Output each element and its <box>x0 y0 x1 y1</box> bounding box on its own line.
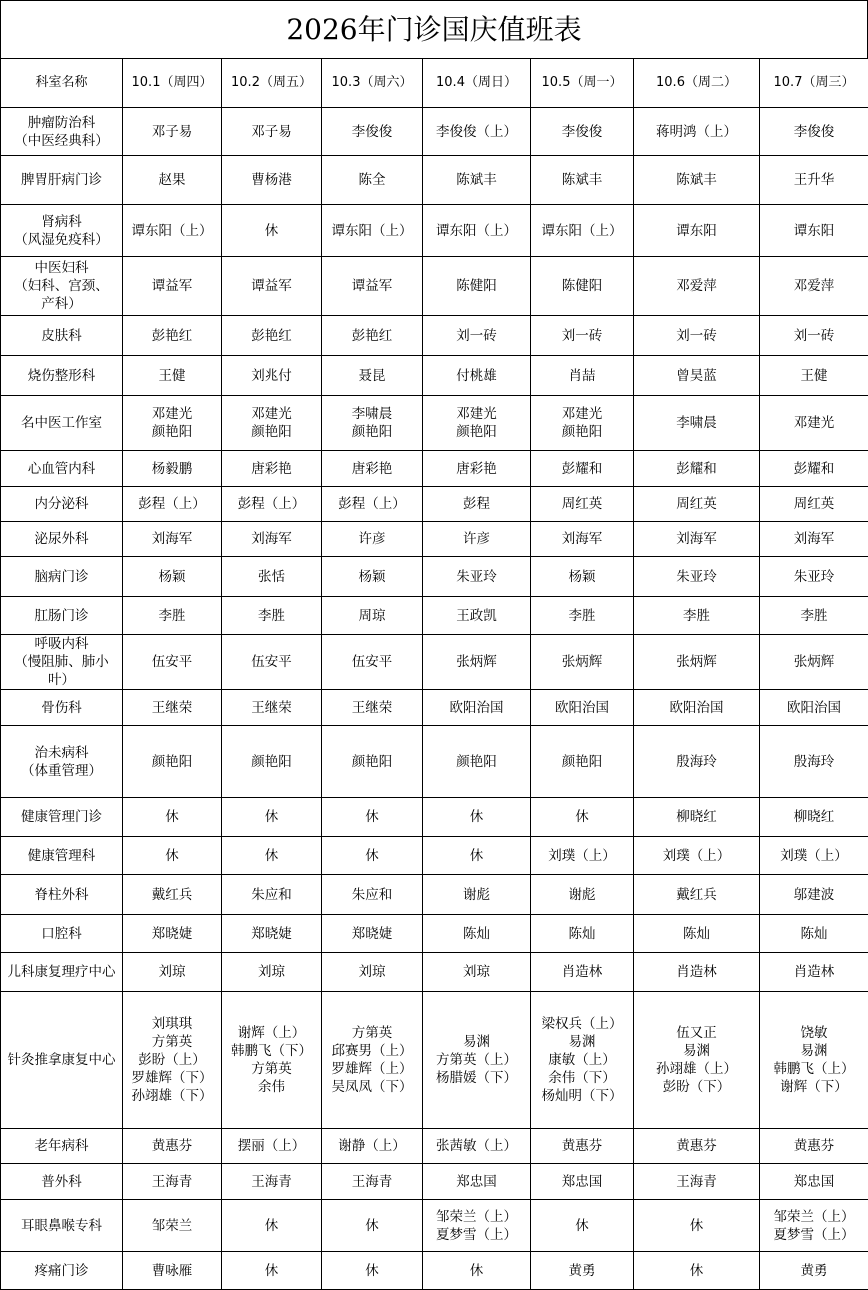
duty-cell: 张炳辉 <box>634 635 760 690</box>
duty-cell: 伍安平 <box>123 635 222 690</box>
duty-cell: 休 <box>634 1200 760 1252</box>
duty-cell: 郑忠国 <box>423 1164 531 1200</box>
duty-cell: 陈灿 <box>760 915 868 953</box>
duty-cell: 郑晓婕 <box>322 915 423 953</box>
duty-cell: 谭益军 <box>222 257 322 316</box>
header-row <box>1 59 868 108</box>
duty-cell: 彭耀和 <box>531 451 634 487</box>
table-row <box>1 451 868 487</box>
column-header: 10.3（周六） <box>322 59 423 108</box>
duty-cell: 王政凯 <box>423 597 531 635</box>
duty-cell: 休 <box>322 1252 423 1290</box>
duty-cell: 梁权兵（上） 易渊 康敏（上） 余伟（下） 杨灿明（下） <box>531 992 634 1129</box>
duty-cell: 朱亚玲 <box>634 557 760 597</box>
duty-cell: 休 <box>322 837 423 875</box>
department-name: 骨伤科 <box>1 690 123 726</box>
duty-cell: 郑晓婕 <box>222 915 322 953</box>
duty-cell: 陈斌丰 <box>634 156 760 205</box>
duty-cell: 张炳辉 <box>531 635 634 690</box>
duty-cell: 聂昆 <box>322 356 423 396</box>
duty-cell: 陈灿 <box>634 915 760 953</box>
duty-cell: 彭耀和 <box>760 451 868 487</box>
sheet-title: 2026年门诊国庆值班表 <box>0 0 868 58</box>
duty-cell: 刘璞（上） <box>760 837 868 875</box>
table-row <box>1 356 868 396</box>
duty-cell: 李胜 <box>531 597 634 635</box>
duty-cell: 李啸晨 <box>634 396 760 451</box>
duty-cell: 杨颖 <box>531 557 634 597</box>
duty-cell: 李俊俊 <box>531 108 634 156</box>
duty-cell: 王健 <box>760 356 868 396</box>
duty-cell: 彭程 <box>423 487 531 522</box>
duty-cell: 饶敏 易渊 韩鹏飞（上） 谢辉（下） <box>760 992 868 1129</box>
duty-cell: 陈灿 <box>423 915 531 953</box>
duty-cell: 刘一砖 <box>531 316 634 356</box>
duty-cell: 刘璞（上） <box>634 837 760 875</box>
duty-cell: 邓建光 颜艳阳 <box>531 396 634 451</box>
department-name: 治未病科 （体重管理） <box>1 726 123 798</box>
duty-cell: 彭艳红 <box>222 316 322 356</box>
duty-cell: 邹荣兰 <box>123 1200 222 1252</box>
duty-cell: 王继荣 <box>222 690 322 726</box>
duty-cell: 刘兆付 <box>222 356 322 396</box>
duty-cell: 张炳辉 <box>760 635 868 690</box>
duty-cell: 谭东阳 <box>760 205 868 257</box>
duty-cell: 颜艳阳 <box>222 726 322 798</box>
table-row <box>1 1200 868 1252</box>
table-row <box>1 487 868 522</box>
duty-cell: 赵果 <box>123 156 222 205</box>
duty-cell: 休 <box>222 205 322 257</box>
duty-cell: 王继荣 <box>123 690 222 726</box>
duty-cell: 许彦 <box>322 522 423 557</box>
duty-cell: 刘琪琪 方第英 彭盼（上） 罗雄辉（下） 孙翊雄（下） <box>123 992 222 1129</box>
table-row <box>1 915 868 953</box>
duty-cell: 休 <box>222 798 322 837</box>
duty-cell: 邓子易 <box>222 108 322 156</box>
duty-cell: 蒋明鸿（上） <box>634 108 760 156</box>
duty-cell: 刘海军 <box>531 522 634 557</box>
column-header: 10.7（周三） <box>760 59 868 108</box>
duty-cell: 唐彩艳 <box>322 451 423 487</box>
duty-cell: 李俊俊 <box>760 108 868 156</box>
duty-cell: 唐彩艳 <box>222 451 322 487</box>
duty-cell: 休 <box>531 1200 634 1252</box>
department-name: 肛肠门诊 <box>1 597 123 635</box>
duty-cell: 欧阳治国 <box>760 690 868 726</box>
table-row <box>1 257 868 316</box>
duty-cell: 彭艳红 <box>322 316 423 356</box>
duty-cell: 彭程（上） <box>222 487 322 522</box>
duty-cell: 邓建光 <box>760 396 868 451</box>
department-name: 肿瘤防治科 （中医经典科） <box>1 108 123 156</box>
duty-cell: 邓爱萍 <box>760 257 868 316</box>
duty-cell: 陈健阳 <box>423 257 531 316</box>
duty-cell: 刘琼 <box>222 953 322 992</box>
duty-cell: 李胜 <box>634 597 760 635</box>
department-name: 内分泌科 <box>1 487 123 522</box>
duty-cell: 刘琼 <box>123 953 222 992</box>
department-name: 健康管理门诊 <box>1 798 123 837</box>
department-name: 呼吸内科 （慢阻肺、肺小 叶） <box>1 635 123 690</box>
duty-cell: 邓子易 <box>123 108 222 156</box>
duty-cell: 邬建波 <box>760 875 868 915</box>
duty-cell: 王升华 <box>760 156 868 205</box>
duty-cell: 王海青 <box>634 1164 760 1200</box>
table-row <box>1 635 868 690</box>
department-name: 针灸推拿康复中心 <box>1 992 123 1129</box>
duty-cell: 谢彪 <box>531 875 634 915</box>
duty-cell: 王海青 <box>222 1164 322 1200</box>
department-name: 疼痛门诊 <box>1 1252 123 1290</box>
duty-cell: 王海青 <box>322 1164 423 1200</box>
duty-cell: 休 <box>222 837 322 875</box>
duty-cell: 谭东阳 <box>634 205 760 257</box>
duty-cell: 戴红兵 <box>123 875 222 915</box>
table-row <box>1 522 868 557</box>
column-header: 10.1（周四） <box>123 59 222 108</box>
duty-cell: 陈全 <box>322 156 423 205</box>
department-name: 耳眼鼻喉专科 <box>1 1200 123 1252</box>
duty-cell: 刘海军 <box>123 522 222 557</box>
duty-cell: 郑忠国 <box>531 1164 634 1200</box>
duty-cell: 谭东阳（上） <box>123 205 222 257</box>
duty-cell: 黄惠芬 <box>531 1129 634 1164</box>
table-row <box>1 557 868 597</box>
duty-cell: 邓爱萍 <box>634 257 760 316</box>
duty-cell: 黄勇 <box>531 1252 634 1290</box>
duty-cell: 黄惠芬 <box>634 1129 760 1164</box>
duty-table <box>0 58 868 1290</box>
duty-cell: 王海青 <box>123 1164 222 1200</box>
duty-cell: 许彦 <box>423 522 531 557</box>
duty-cell: 邓建光 颜艳阳 <box>123 396 222 451</box>
duty-cell: 郑晓婕 <box>123 915 222 953</box>
department-name: 健康管理科 <box>1 837 123 875</box>
duty-cell: 曹咏雁 <box>123 1252 222 1290</box>
table-row <box>1 837 868 875</box>
department-name: 中医妇科 （妇科、宫颈、 产科） <box>1 257 123 316</box>
duty-cell: 陈健阳 <box>531 257 634 316</box>
duty-cell: 李俊俊 <box>322 108 423 156</box>
duty-cell: 周红英 <box>531 487 634 522</box>
duty-cell: 谭益军 <box>322 257 423 316</box>
duty-cell: 王健 <box>123 356 222 396</box>
department-name: 泌尿外科 <box>1 522 123 557</box>
table-row <box>1 597 868 635</box>
department-name: 烧伤整形科 <box>1 356 123 396</box>
duty-cell: 谭东阳（上） <box>322 205 423 257</box>
table-row <box>1 875 868 915</box>
duty-cell: 柳晓红 <box>760 798 868 837</box>
duty-cell: 陈斌丰 <box>531 156 634 205</box>
duty-cell: 朱应和 <box>222 875 322 915</box>
duty-cell: 伍又正 易渊 孙翊雄（上） 彭盼（下） <box>634 992 760 1129</box>
duty-cell: 颜艳阳 <box>322 726 423 798</box>
duty-cell: 休 <box>123 837 222 875</box>
table-row <box>1 726 868 798</box>
column-header: 10.5（周一） <box>531 59 634 108</box>
duty-cell: 杨颖 <box>123 557 222 597</box>
duty-cell: 杨颖 <box>322 557 423 597</box>
department-name: 皮肤科 <box>1 316 123 356</box>
duty-cell: 欧阳治国 <box>634 690 760 726</box>
duty-cell: 彭艳红 <box>123 316 222 356</box>
duty-cell: 休 <box>322 1200 423 1252</box>
duty-cell: 黄勇 <box>760 1252 868 1290</box>
duty-cell: 易渊 方第英（上） 杨腊媛（下） <box>423 992 531 1129</box>
duty-cell: 彭程（上） <box>123 487 222 522</box>
department-name: 脾胃肝病门诊 <box>1 156 123 205</box>
duty-cell: 伍安平 <box>222 635 322 690</box>
duty-cell: 黄惠芬 <box>760 1129 868 1164</box>
department-name: 脊柱外科 <box>1 875 123 915</box>
duty-cell: 刘一砖 <box>634 316 760 356</box>
column-header: 科室名称 <box>1 59 123 108</box>
duty-cell: 张茜敏（上） <box>423 1129 531 1164</box>
department-name: 脑病门诊 <box>1 557 123 597</box>
duty-cell: 唐彩艳 <box>423 451 531 487</box>
column-header: 10.6（周二） <box>634 59 760 108</box>
duty-cell: 肖造林 <box>760 953 868 992</box>
duty-cell: 休 <box>531 798 634 837</box>
duty-cell: 张恬 <box>222 557 322 597</box>
table-row <box>1 798 868 837</box>
duty-cell: 李俊俊（上） <box>423 108 531 156</box>
duty-cell: 颜艳阳 <box>531 726 634 798</box>
table-row <box>1 1164 868 1200</box>
duty-cell: 陈灿 <box>531 915 634 953</box>
duty-cell: 休 <box>222 1252 322 1290</box>
table-row <box>1 690 868 726</box>
duty-cell: 肖造林 <box>531 953 634 992</box>
duty-cell: 朱应和 <box>322 875 423 915</box>
duty-cell: 彭程（上） <box>322 487 423 522</box>
table-row <box>1 1252 868 1290</box>
duty-cell: 摆丽（上） <box>222 1129 322 1164</box>
department-name: 普外科 <box>1 1164 123 1200</box>
duty-cell: 刘一砖 <box>760 316 868 356</box>
duty-cell: 伍安平 <box>322 635 423 690</box>
duty-cell: 殷海玲 <box>760 726 868 798</box>
duty-cell: 张炳辉 <box>423 635 531 690</box>
duty-cell: 刘海军 <box>760 522 868 557</box>
duty-cell: 颜艳阳 <box>123 726 222 798</box>
duty-cell: 杨毅鹏 <box>123 451 222 487</box>
duty-cell: 刘一砖 <box>423 316 531 356</box>
duty-cell: 谭益军 <box>123 257 222 316</box>
duty-cell: 颜艳阳 <box>423 726 531 798</box>
duty-cell: 休 <box>423 798 531 837</box>
table-row <box>1 1129 868 1164</box>
duty-cell: 李胜 <box>123 597 222 635</box>
duty-cell: 谭东阳（上） <box>423 205 531 257</box>
table-row <box>1 156 868 205</box>
duty-cell: 曹杨港 <box>222 156 322 205</box>
duty-cell: 李啸晨 颜艳阳 <box>322 396 423 451</box>
duty-cell: 黄惠芬 <box>123 1129 222 1164</box>
table-row <box>1 316 868 356</box>
duty-cell: 刘琼 <box>322 953 423 992</box>
duty-cell: 刘海军 <box>222 522 322 557</box>
duty-cell: 休 <box>423 837 531 875</box>
department-name: 肾病科 （风湿免疫科） <box>1 205 123 257</box>
duty-cell: 陈斌丰 <box>423 156 531 205</box>
duty-cell: 方第英 邱赛男（上） 罗雄辉（上） 吴凤凤（下） <box>322 992 423 1129</box>
duty-cell: 谢静（上） <box>322 1129 423 1164</box>
duty-cell: 谭东阳（上） <box>531 205 634 257</box>
duty-cell: 谢彪 <box>423 875 531 915</box>
department-name: 心血管内科 <box>1 451 123 487</box>
duty-cell: 休 <box>123 798 222 837</box>
duty-cell: 刘璞（上） <box>531 837 634 875</box>
duty-cell: 李胜 <box>222 597 322 635</box>
duty-cell: 王继荣 <box>322 690 423 726</box>
duty-cell: 朱亚玲 <box>423 557 531 597</box>
duty-cell: 邓建光 颜艳阳 <box>222 396 322 451</box>
duty-cell: 周红英 <box>634 487 760 522</box>
duty-cell: 柳晓红 <box>634 798 760 837</box>
duty-cell: 肖喆 <box>531 356 634 396</box>
duty-cell: 谢辉（上） 韩鹏飞（下） 方第英 余伟 <box>222 992 322 1129</box>
duty-cell: 郑忠国 <box>760 1164 868 1200</box>
table-row <box>1 396 868 451</box>
table-row <box>1 108 868 156</box>
duty-cell: 肖造林 <box>634 953 760 992</box>
department-name: 名中医工作室 <box>1 396 123 451</box>
duty-cell: 朱亚玲 <box>760 557 868 597</box>
duty-cell: 付桃雄 <box>423 356 531 396</box>
table-row <box>1 992 868 1129</box>
duty-cell: 休 <box>222 1200 322 1252</box>
department-name: 口腔科 <box>1 915 123 953</box>
table-row <box>1 953 868 992</box>
duty-cell: 曾昊蓝 <box>634 356 760 396</box>
column-header: 10.4（周日） <box>423 59 531 108</box>
duty-cell: 刘琼 <box>423 953 531 992</box>
department-name: 儿科康复理疗中心 <box>1 953 123 992</box>
duty-cell: 休 <box>634 1252 760 1290</box>
column-header: 10.2（周五） <box>222 59 322 108</box>
duty-cell: 欧阳治国 <box>531 690 634 726</box>
department-name: 老年病科 <box>1 1129 123 1164</box>
duty-cell: 彭耀和 <box>634 451 760 487</box>
duty-cell: 欧阳治国 <box>423 690 531 726</box>
duty-cell: 休 <box>423 1252 531 1290</box>
duty-cell: 殷海玲 <box>634 726 760 798</box>
duty-cell: 周红英 <box>760 487 868 522</box>
duty-cell: 邓建光 颜艳阳 <box>423 396 531 451</box>
duty-cell: 刘海军 <box>634 522 760 557</box>
duty-cell: 休 <box>322 798 423 837</box>
duty-cell: 李胜 <box>760 597 868 635</box>
duty-cell: 邹荣兰（上） 夏梦雪（上） <box>760 1200 868 1252</box>
duty-cell: 周琼 <box>322 597 423 635</box>
table-row <box>1 205 868 257</box>
duty-cell: 邹荣兰（上） 夏梦雪（上） <box>423 1200 531 1252</box>
duty-cell: 戴红兵 <box>634 875 760 915</box>
